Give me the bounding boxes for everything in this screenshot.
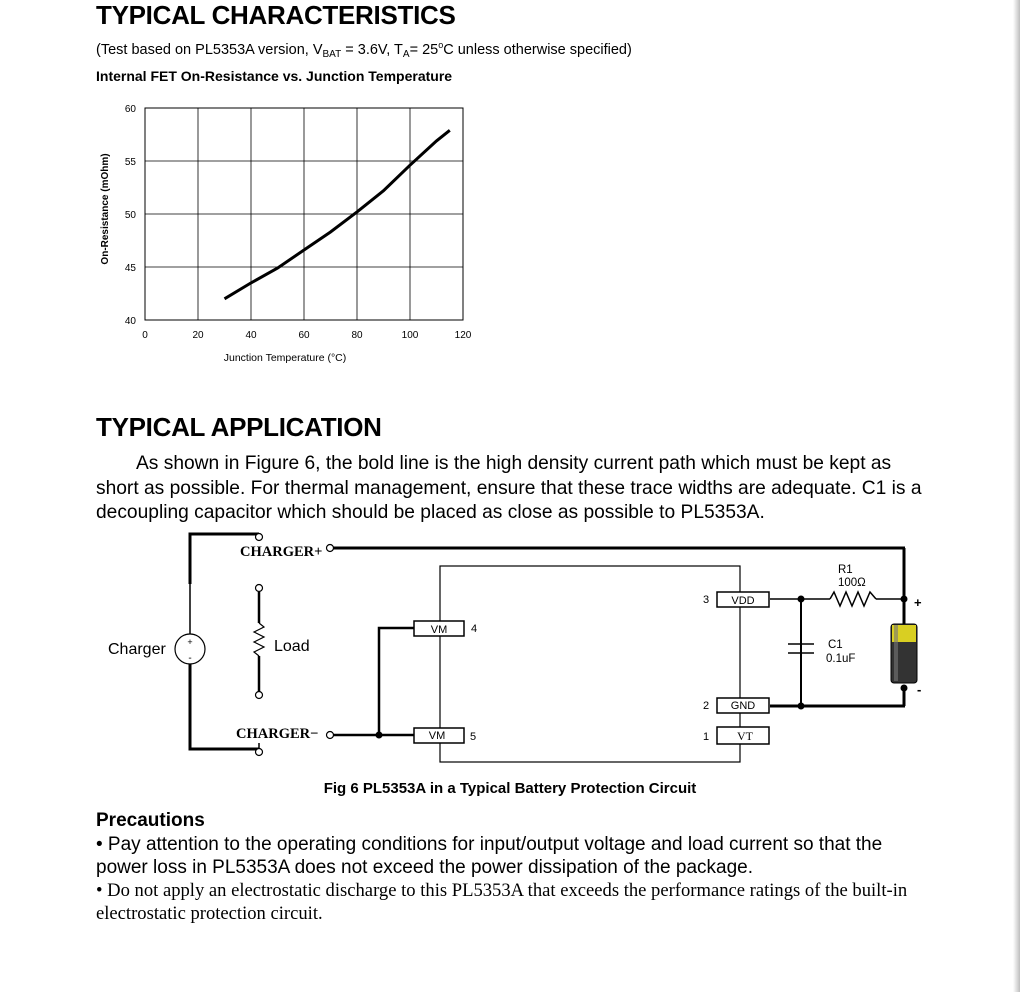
r1-resistor-symbol <box>830 592 876 606</box>
precaution-item-2: • Do not apply an electrostatic discharge to this PL5353A that exceeds the performance ratings of the built-in electrostatic protection circuit. <box>96 880 908 924</box>
pin-vm-bottom: VM <box>428 730 446 742</box>
precaution-item-1: • Pay attention to the operating conditions for input/output voltage and load current so that the power loss in PL5353A does not exceed the power dissipation of the package. <box>96 834 883 878</box>
c1-value: 0.1uF <box>826 653 856 665</box>
chart-x-tick-labels <box>142 330 472 341</box>
chart-x-tick-label: 120 <box>454 330 472 341</box>
svg-text:-: - <box>188 653 192 664</box>
chart-series-line <box>225 130 450 298</box>
pin-number-3: 3 <box>703 594 710 606</box>
chart-x-axis-label: Junction Temperature (°C) <box>223 352 347 364</box>
svg-text:+: + <box>187 637 193 647</box>
battery-protection-circuit <box>0 528 1020 780</box>
charger-plus-label: CHARGER+ <box>240 544 323 560</box>
chart-x-tick-label: 80 <box>351 330 363 341</box>
charger-label: Charger <box>108 641 166 658</box>
battery-minus-label: - <box>917 682 922 697</box>
c1-name: C1 <box>828 639 843 651</box>
application-paragraph: As shown in Figure 6, the bold line is the high density current path which must be kept as short as possible. For thermal management, ensure that these trace widths are adequate. C1 is a decoupling capacitor which should be placed as close as possible to PL5353A. <box>96 453 922 523</box>
section-heading-typical-characteristics: TYPICAL CHARACTERISTICS <box>96 0 456 30</box>
charger-minus-label: CHARGER− <box>236 726 319 742</box>
chart-y-tick-label: 50 <box>124 210 136 221</box>
r1-value: 100Ω <box>838 577 866 589</box>
figure-caption: Fig 6 PL5353A in a Typical Battery Protection Circuit <box>323 780 697 797</box>
chart-y-tick-label: 60 <box>124 104 136 115</box>
on-resistance-chart <box>96 96 496 371</box>
load-label: Load <box>274 638 310 655</box>
r1-name: R1 <box>838 564 853 576</box>
pin-vdd: VDD <box>731 595 755 607</box>
load-resistor-symbol <box>254 592 264 691</box>
test-conditions-note: (Test based on PL5353A version, $V_{BAT} = 3.6V$, $T_A= 25^oC$ unless otherwise specified) <box>96 40 632 60</box>
chart-x-tick-label: 60 <box>298 330 310 341</box>
chart-y-tick-labels <box>125 104 137 327</box>
chart-y-tick-label: 55 <box>124 157 136 168</box>
chart-x-tick-label: 0 <box>142 330 148 341</box>
chart-x-tick-label: 100 <box>401 330 419 341</box>
battery-plus-label: + <box>914 595 922 610</box>
page-edge-shadow <box>1013 0 1020 992</box>
chart-y-tick-label: 40 <box>124 316 136 327</box>
pin-number-1: 1 <box>703 731 710 743</box>
chart-x-tick-label: 40 <box>245 330 257 341</box>
chart-grid <box>145 108 463 320</box>
chart-x-tick-label: 20 <box>192 330 204 341</box>
pin-number-5: 5 <box>470 731 477 743</box>
battery-symbol <box>891 624 917 683</box>
pin-gnd: GND <box>730 700 756 712</box>
chart-y-tick-label: 45 <box>124 263 136 274</box>
chart-y-axis-label: On-Resistance (mOhm) <box>100 153 111 265</box>
chart-title: Internal FET On-Resistance vs. Junction Temperature <box>96 68 453 84</box>
section-heading-typical-application: TYPICAL APPLICATION <box>96 412 382 442</box>
precautions-title: Precautions <box>96 810 205 831</box>
pin-vm-top: VM <box>430 624 448 636</box>
charger-source-symbol <box>175 634 205 664</box>
pin-number-4: 4 <box>471 623 478 635</box>
pin-number-2: 2 <box>703 700 710 712</box>
pin-vt: VT <box>737 729 753 743</box>
